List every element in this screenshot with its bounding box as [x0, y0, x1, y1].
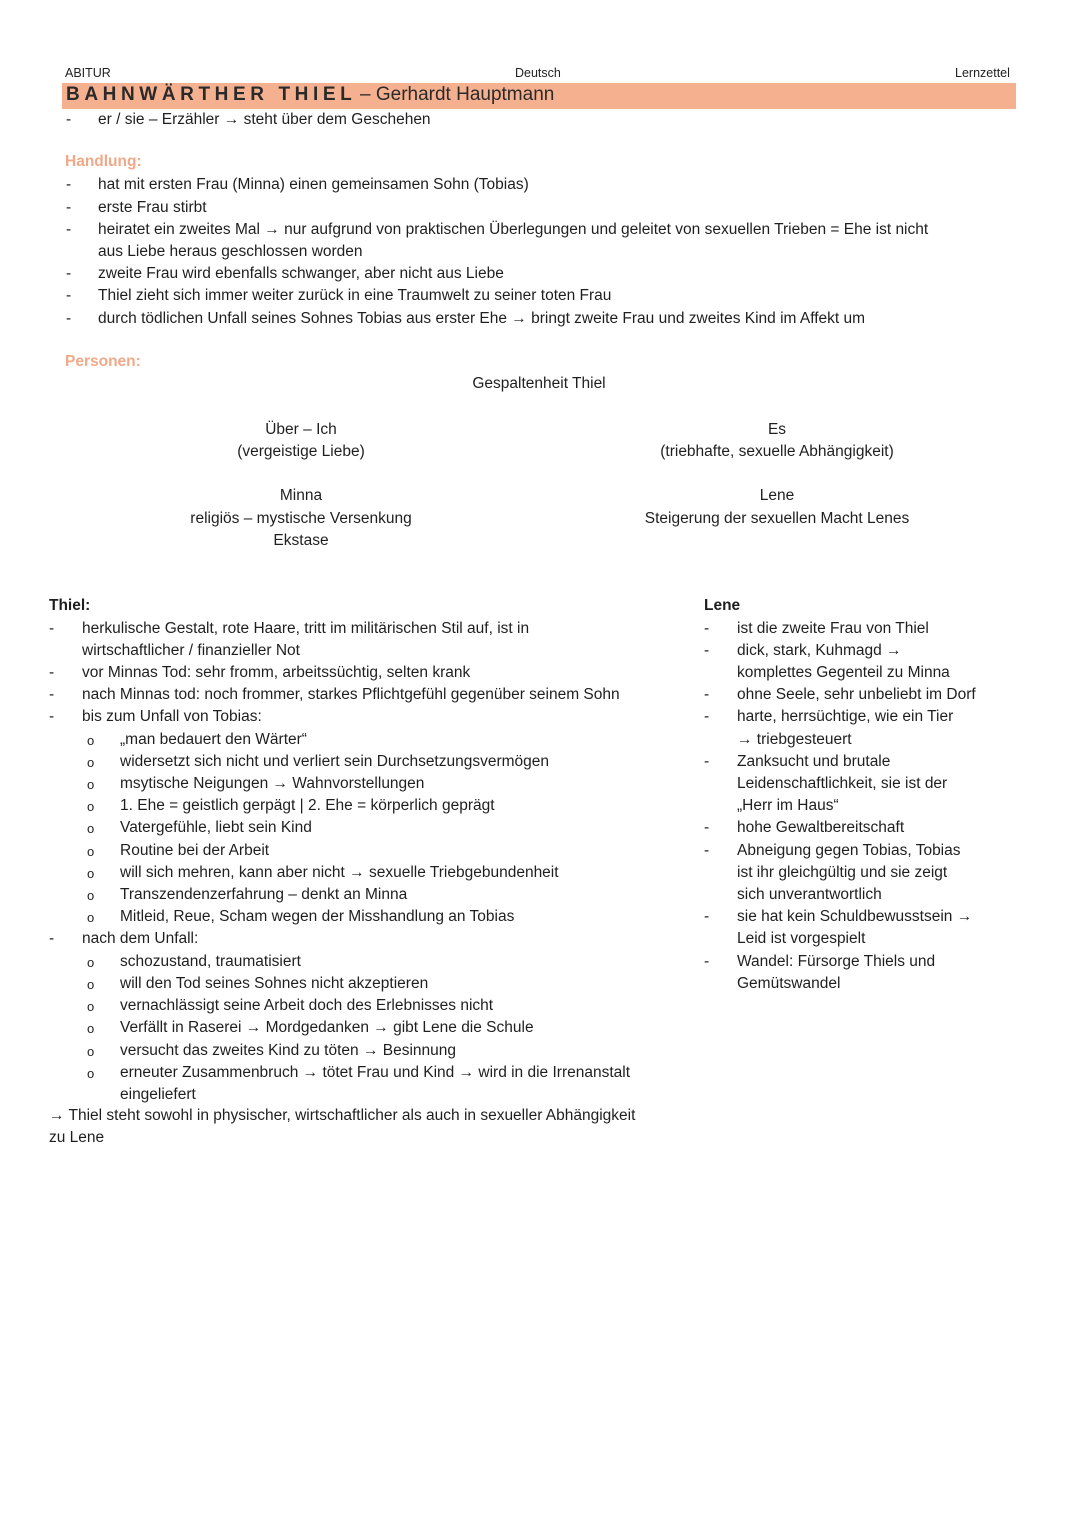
right-concept-desc: (triebhafte, sexuelle Abhängigkeit) — [660, 443, 894, 460]
bullet-circle: o — [87, 1066, 95, 1081]
bullet-circle: o — [87, 755, 95, 770]
bullet-dash: - — [66, 310, 72, 327]
bullet-dash: - — [704, 908, 710, 925]
left-concept-desc: (vergeistige Liebe) — [237, 443, 365, 460]
bullet-dash: - — [49, 686, 55, 703]
sub-list-item: msytische Neigungen → Wahnvorstellungen — [120, 775, 425, 792]
bullet-circle: o — [87, 1044, 95, 1059]
bullet-circle: o — [87, 955, 95, 970]
left-person-name: Minna — [279, 487, 323, 504]
list-item-continued: ist ihr gleichgültig und sie zeigt — [737, 864, 948, 881]
list-item-continued: → triebgesteuert — [737, 731, 852, 748]
bullet-circle: o — [87, 999, 95, 1014]
list-item: ist die zweite Frau von Thiel — [737, 620, 929, 637]
right-concept-title: Es — [767, 421, 787, 438]
bullet-dash: - — [704, 642, 710, 659]
right-person-name: Lene — [759, 487, 795, 504]
left-person-trait: religiös – mystische Versenkung — [190, 510, 412, 527]
sub-list-item: Mitleid, Reue, Scham wegen der Misshandlung an Tobias — [120, 908, 515, 925]
sub-list-item: Routine bei der Arbeit — [120, 842, 270, 859]
bullet-dash: - — [704, 842, 710, 859]
bullet-dash: - — [49, 620, 55, 637]
left-person-trait: Ekstase — [273, 532, 329, 549]
title-bar — [62, 83, 1016, 109]
bullet-dash: - — [66, 176, 72, 193]
list-item: hat mit ersten Frau (Minna) einen gemeinsamen Sohn (Tobias) — [98, 176, 529, 193]
list-item: bis zum Unfall von Tobias: — [82, 708, 262, 725]
list-item: erste Frau stirbt — [98, 199, 207, 216]
list-item-continued: wirtschaftlicher / finanzieller Not — [82, 642, 300, 659]
sub-list-item: widersetzt sich nicht und verliert sein Durchsetzungsvermögen — [120, 753, 550, 770]
page-author: – Gerhardt Hauptmann — [360, 84, 555, 105]
lene-heading: Lene — [704, 597, 741, 614]
section-heading-handlung: Handlung: — [65, 153, 142, 170]
diagram-title: Gespaltenheit Thiel — [472, 375, 606, 392]
bullet-circle: o — [87, 733, 95, 748]
bullet-dash: - — [66, 287, 72, 304]
list-item-continued: Gemütswandel — [737, 975, 841, 992]
left-concept-title: Über – Ich — [265, 421, 337, 438]
sub-list-item: will sich mehren, kann aber nicht → sexuelle Triebgebundenheit — [120, 864, 559, 881]
sub-list-item: will den Tod seines Sohnes nicht akzeptieren — [120, 975, 429, 992]
bullet-dash: - — [704, 686, 710, 703]
intro-text: er / sie – Erzähler → steht über dem Geschehen — [98, 111, 431, 128]
sub-list-item: erneuter Zusammenbruch → tötet Frau und Kind → wird in die Irrenanstalt — [120, 1064, 631, 1081]
list-item: zweite Frau wird ebenfalls schwanger, aber nicht aus Liebe — [98, 265, 504, 282]
list-item-continued: sich unverantwortlich — [737, 886, 882, 903]
bullet-dash: - — [49, 708, 55, 725]
bullet-circle: o — [87, 777, 95, 792]
bullet-circle: o — [87, 799, 95, 814]
list-item-continued: aus Liebe heraus geschlossen worden — [98, 243, 363, 260]
list-item-continued: „Herr im Haus“ — [737, 797, 839, 814]
right-person-trait: Steigerung der sexuellen Macht Lenes — [644, 510, 910, 527]
sub-list-item: Vatergefühle, liebt sein Kind — [120, 819, 312, 836]
sub-list-item: 1. Ehe = geistlich gerpägt | 2. Ehe = körperlich geprägt — [120, 797, 495, 814]
bullet-circle: o — [87, 888, 95, 903]
sub-list-item: schozustand, traumatisiert — [120, 953, 301, 970]
list-item: vor Minnas Tod: sehr fromm, arbeitssüchtig, selten krank — [82, 664, 471, 681]
list-item: Thiel zieht sich immer weiter zurück in eine Traumwelt zu seiner toten Frau — [98, 287, 612, 304]
list-item: Zanksucht und brutale — [737, 753, 891, 770]
bullet-dash: - — [704, 819, 710, 836]
bullet-circle: o — [87, 844, 95, 859]
bullet-circle: o — [87, 910, 95, 925]
bullet-dash: - — [704, 753, 710, 770]
bullet-circle: o — [87, 866, 95, 881]
list-item-continued: komplettes Gegenteil zu Minna — [737, 664, 950, 681]
list-item: heiratet ein zweites Mal → nur aufgrund von praktischen Überlegungen und geleitet von sexuellen Trieben = Ehe ist nicht — [98, 221, 929, 238]
list-item: hohe Gewaltbereitschaft — [737, 819, 905, 836]
header-subject: Deutsch — [515, 66, 561, 80]
list-item: Wandel: Fürsorge Thiels und — [737, 953, 936, 970]
list-item: harte, herrsüchtige, wie ein Tier — [737, 708, 954, 725]
bullet-dash: - — [66, 221, 72, 238]
sub-list-item: Transzendenzerfahrung – denkt an Minna — [120, 886, 408, 903]
list-item-continued: Leid ist vorgespielt — [737, 930, 866, 947]
list-item: durch tödlichen Unfall seines Sohnes Tobias aus erster Ehe → bringt zweite Frau und zweites Kind im Affekt um — [98, 310, 866, 327]
bullet-dash: - — [704, 708, 710, 725]
section-heading-personen: Personen: — [65, 353, 141, 370]
header-doc-type: Lernzettel — [955, 66, 1010, 80]
list-item: nach Minnas tod: noch frommer, starkes Pflichtgefühl gegenüber seinem Sohn — [82, 686, 620, 703]
bullet-dash: - — [704, 620, 710, 637]
bullet-dash: - — [49, 664, 55, 681]
conclusion-text: → Thiel steht sowohl in physischer, wirtschaftlicher als auch in sexueller Abhängigkeit — [49, 1107, 636, 1124]
list-item: dick, stark, Kuhmagd → — [737, 642, 902, 659]
bullet-dash: - — [704, 953, 710, 970]
bullet-dash: - — [49, 930, 55, 947]
page-title: BAHNWÄRTHER THIEL — [66, 84, 357, 105]
bullet-circle: o — [87, 1021, 95, 1036]
list-item: nach dem Unfall: — [82, 930, 199, 947]
header-subject-level: ABITUR — [65, 66, 111, 80]
bullet-dash: - — [66, 111, 72, 128]
conclusion-text-continued: zu Lene — [49, 1129, 105, 1146]
bullet-dash: - — [66, 265, 72, 282]
list-item: herkulische Gestalt, rote Haare, tritt im militärischen Stil auf, ist in — [82, 620, 530, 637]
list-item-continued: Leidenschaftlichkeit, sie ist der — [737, 775, 948, 792]
sub-list-item: versucht das zweites Kind zu töten → Besinnung — [120, 1042, 457, 1059]
list-item: sie hat kein Schuldbewusstsein → — [737, 908, 973, 925]
sub-list-item: Verfällt in Raserei → Mordgedanken → gibt Lene die Schule — [120, 1019, 534, 1036]
list-item: Abneigung gegen Tobias, Tobias — [737, 842, 961, 859]
sub-list-item: vernachlässigt seine Arbeit doch des Erlebnisses nicht — [120, 997, 494, 1014]
list-item: ohne Seele, sehr unbeliebt im Dorf — [737, 686, 976, 703]
bullet-circle: o — [87, 977, 95, 992]
thiel-heading: Thiel: — [49, 597, 91, 614]
sub-list-item-continued: eingeliefert — [120, 1086, 196, 1103]
sub-list-item: „man bedauert den Wärter“ — [120, 731, 307, 748]
bullet-dash: - — [66, 199, 72, 216]
bullet-circle: o — [87, 821, 95, 836]
